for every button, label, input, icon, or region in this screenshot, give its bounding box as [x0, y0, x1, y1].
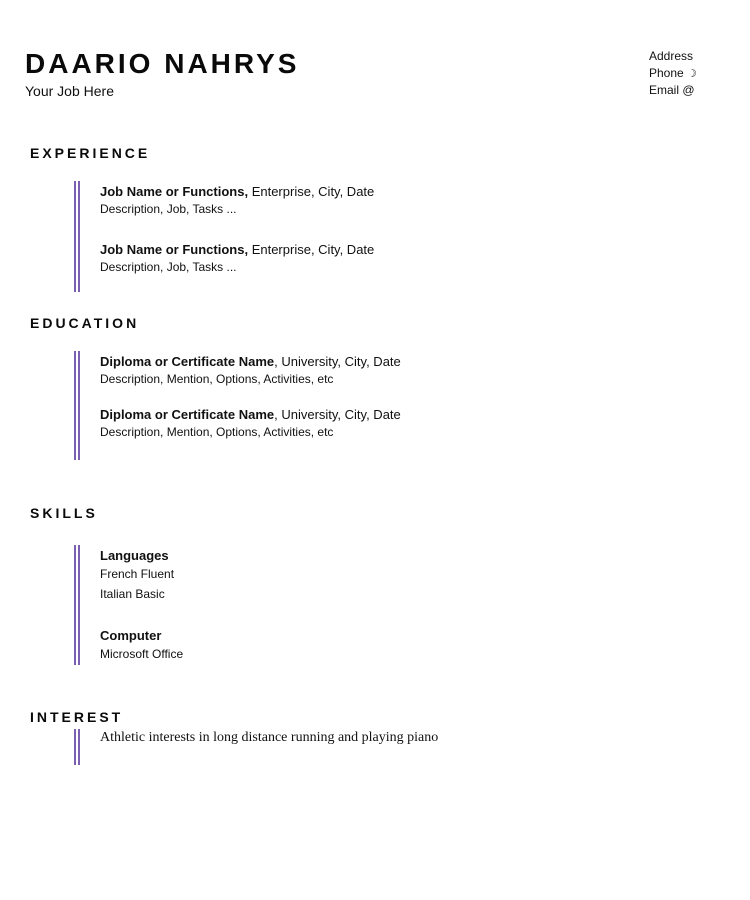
experience-details: Enterprise, City, Date: [248, 242, 375, 257]
experience-entry: [100, 241, 374, 276]
section-title-education: EDUCATION: [30, 315, 140, 331]
education-description: Description, Mention, Options, Activities, etc: [100, 425, 334, 439]
section-divider-bar: [74, 729, 80, 765]
contact-address: [649, 48, 697, 65]
resume-name: DAARIO NAHRYS: [25, 48, 300, 79]
experience-description: Description, Job, Tasks ...: [100, 260, 237, 274]
section-title-skills: SKILLS: [30, 505, 98, 521]
section-title-experience: EXPERIENCE: [30, 145, 151, 161]
education-entry: [100, 406, 401, 441]
experience-role: Job Name or Functions,: [100, 184, 249, 199]
education-entry: [100, 353, 401, 388]
skill-item: Italian Basic: [100, 587, 165, 601]
skill-group-title: Computer: [100, 628, 162, 643]
education-diploma: Diploma or Certificate Name: [100, 354, 275, 369]
experience-role: Job Name or Functions,: [100, 242, 249, 257]
education-details: , University, City, Date: [274, 354, 401, 369]
education-diploma: Diploma or Certificate Name: [100, 407, 275, 422]
skill-group-computer: [100, 627, 183, 664]
phone-icon: ☽: [687, 67, 697, 80]
section-title-interest: INTEREST: [30, 709, 124, 725]
phone-label: Phone: [649, 66, 684, 80]
section-divider-bar: [74, 181, 80, 292]
email-label: Email: [649, 83, 680, 97]
skill-group-title: Languages: [100, 548, 169, 563]
skill-group-languages: [100, 547, 174, 604]
skill-item: French Fluent: [100, 567, 175, 581]
section-divider-bar: [74, 545, 80, 665]
experience-description: Description, Job, Tasks ...: [100, 202, 237, 216]
email-icon: @: [682, 83, 695, 97]
contact-block: [649, 48, 697, 99]
experience-entry: [100, 183, 374, 218]
interest-text: Athletic interests in long distance running and playing piano: [100, 730, 439, 745]
skill-item: Microsoft Office: [100, 647, 184, 661]
section-divider-bar: [74, 351, 80, 460]
address-label: Address: [649, 49, 694, 63]
education-description: Description, Mention, Options, Activities, etc: [100, 372, 334, 386]
job-title: Your Job Here: [25, 83, 114, 99]
contact-phone: [649, 65, 697, 82]
education-details: , University, City, Date: [274, 407, 401, 422]
experience-details: Enterprise, City, Date: [248, 184, 375, 199]
contact-email: [649, 82, 697, 99]
